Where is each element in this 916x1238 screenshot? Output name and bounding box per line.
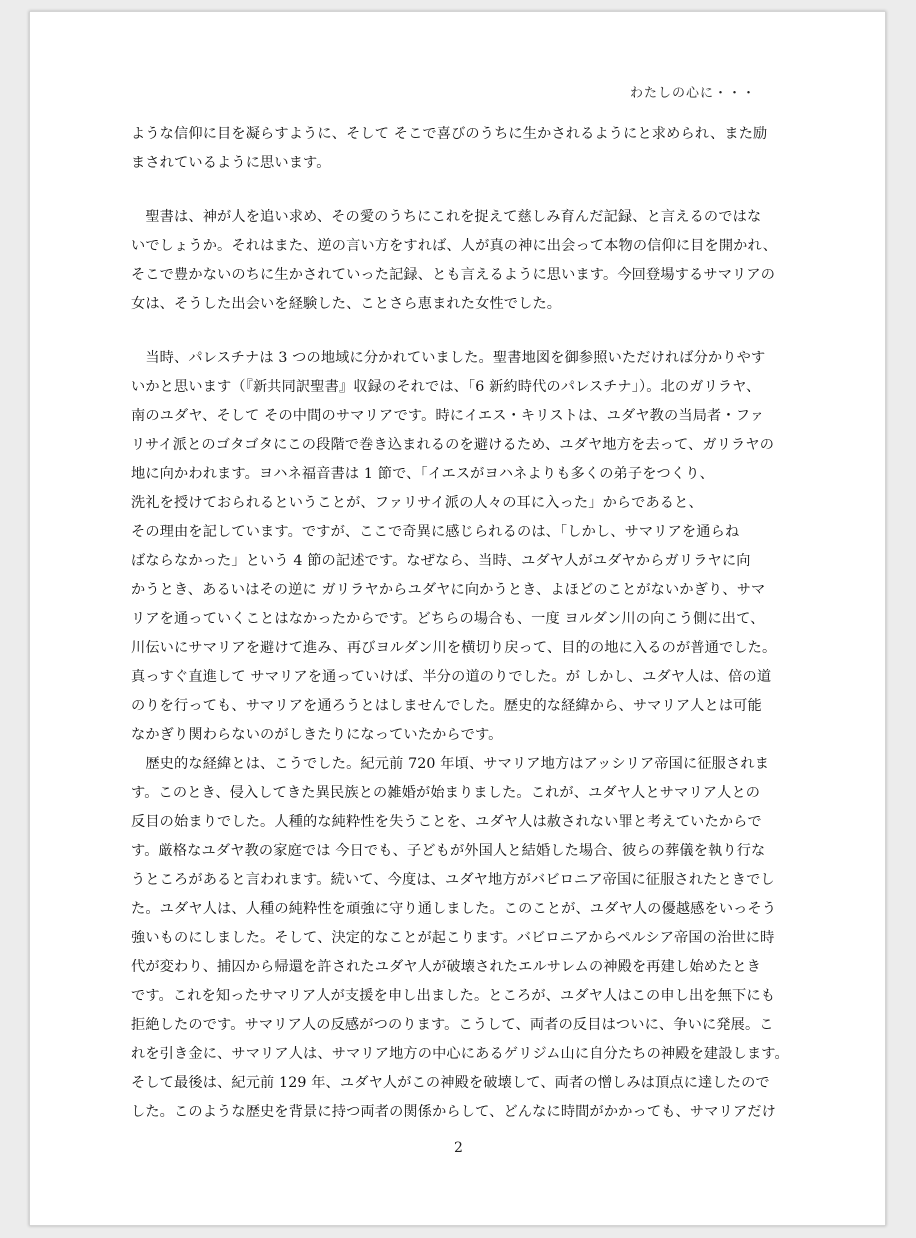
page-number: 2 bbox=[454, 1140, 463, 1156]
text-line: 聖書は、神が人を追い求め、その愛のうちにこれを捉えて慈しみ育んだ記録、と言えるのではな bbox=[131, 209, 762, 225]
text-line: ばならなかった」という 4 節の記述です。なぜなら、当時、ユダヤ人がユダヤからガリラヤに向 bbox=[131, 553, 751, 569]
text-line: リアを通っていくことはなかったからです。どちらの場合も、一度 ヨルダン川の向こう側に出て、 bbox=[131, 611, 765, 627]
text-line: 歴史的な経緯とは、こうでした。紀元前 720 年頃、サマリア地方はアッシリア帝国に征服されま bbox=[131, 756, 770, 772]
text-line: まされているように思います。 bbox=[131, 155, 331, 171]
text-line: なかぎり関わらないのがしきたりになっていたからです。 bbox=[131, 727, 503, 743]
text-line: す。このとき、侵入してきた異民族との雑婚が始まりました。これが、ユダヤ人とサマリア人との bbox=[131, 785, 761, 801]
text-line: 強いものにしました。そして、決定的なことが起こります。バビロニアからペルシア帝国の治世に時 bbox=[131, 930, 775, 946]
paragraph bbox=[131, 120, 787, 178]
text-line: 当時、パレスチナは 3 つの地域に分かれていました。聖書地図を御参照いただければ分かりやす bbox=[131, 350, 766, 366]
text-line: です。これを知ったサマリア人が支援を申し出ました。ところが、ユダヤ人はこの申し出を無下にも bbox=[131, 988, 776, 1004]
text-line: その理由を記しています。ですが、ここで奇異に感じられるのは、「しかし、サマリアを通らね bbox=[131, 524, 740, 540]
text-line: た。ユダヤ人は、人種の純粋性を頑強に守り通しました。このことが、ユダヤ人の優越感をいっそう bbox=[131, 901, 777, 917]
text-line: 代が変わり、捕囚から帰還を許されたユダヤ人が破壊されたエルサレムの神殿を再建し始めたとき bbox=[131, 959, 762, 975]
text-line: 地に向かわれます。ヨハネ福音書は 1 節で、「イエスがヨハネよりも多くの弟子をつくり、 bbox=[131, 466, 714, 482]
text-line: ような信仰に目を凝らすように、そして そこで喜びのうちに生かされるようにと求められ、また励 bbox=[131, 126, 768, 142]
text-line: リサイ派とのゴタゴタにこの段階で巻き込まれるのを避けるため、ユダヤ地方を去って、ガリラヤの bbox=[131, 437, 775, 453]
text-line: れを引き金に、サマリア人は、サマリア地方の中心にあるゲリジム山に自分たちの神殿を建設します。 bbox=[131, 1046, 789, 1062]
text-line: した。このような歴史を背景に持つ両者の関係からして、どんなに時間がかかっても、サマリアだけ bbox=[131, 1104, 776, 1120]
text-line: かうとき、あるいはその逆に ガリラヤからユダヤに向かうとき、よほどのことがないかぎり、サマ bbox=[131, 582, 766, 598]
text-line: 川伝いにサマリアを避けて進み、再びヨルダン川を横切り戻って、目的の地に入るのが普通でした。 bbox=[131, 640, 777, 656]
paragraph-gap bbox=[131, 319, 787, 344]
text-line: 反目の始まりでした。人種的な純粋性を失うことを、ユダヤ人は赦されない罪と考えていたからで bbox=[131, 814, 762, 830]
text-line: のりを行っても、サマリアを通ろうとはしませんでした。歴史的な経緯から、サマリア人とは可能 bbox=[131, 698, 762, 714]
text-line: いでしょうか。それはまた、逆の言い方をすれば、人が真の神に出会って本物の信仰に目を開かれ、 bbox=[131, 238, 778, 254]
running-header: わたしの心に・・・ bbox=[630, 86, 757, 101]
paragraph bbox=[131, 750, 787, 1127]
text-line: そこで豊かないのちに生かされていった記録、とも言えるように思います。今回登場するサマリアの bbox=[131, 267, 776, 283]
text-line: いかと思います（『新共同訳聖書』収録のそれでは、「6 新約時代のパレスチナ」）。北のガリラヤ、 bbox=[131, 379, 761, 395]
document-page bbox=[29, 11, 886, 1226]
text-line: そして最後は、紀元前 129 年、ユダヤ人がこの神殿を破壊して、両者の憎しみは頂点に達したので bbox=[131, 1075, 770, 1091]
paragraph bbox=[131, 203, 787, 319]
text-line: うところがあると言われます。続いて、今度は、ユダヤ地方がバビロニア帝国に征服されたときでし bbox=[131, 872, 775, 888]
text-line: 女は、そうした出会いを経験した、ことさら恵まれた女性でした。 bbox=[131, 296, 562, 312]
text-line: 真っすぐ直進して サマリアを通っていけば、半分の道のりでした。が しかし、ユダヤ人は、倍の道 bbox=[131, 669, 772, 685]
page-body bbox=[131, 120, 787, 1127]
text-line: 洗礼を授けておられるということが、ファリサイ派の人々の耳に入った」からであると、 bbox=[131, 495, 703, 511]
text-line: す。厳格なユダヤ教の家庭では 今日でも、子どもが外国人と結婚した場合、彼らの葬儀を執り行な bbox=[131, 843, 766, 859]
paragraph-gap bbox=[131, 178, 787, 203]
text-line: 南のユダヤ、そして その中間のサマリアです。時にイエス・キリストは、ユダヤ教の当局者・ファ bbox=[131, 408, 765, 424]
text-line: 拒絶したのです。サマリア人の反感がつのります。こうして、両者の反目はついに、争いに発展。こ bbox=[131, 1017, 774, 1033]
paragraph bbox=[131, 344, 787, 750]
